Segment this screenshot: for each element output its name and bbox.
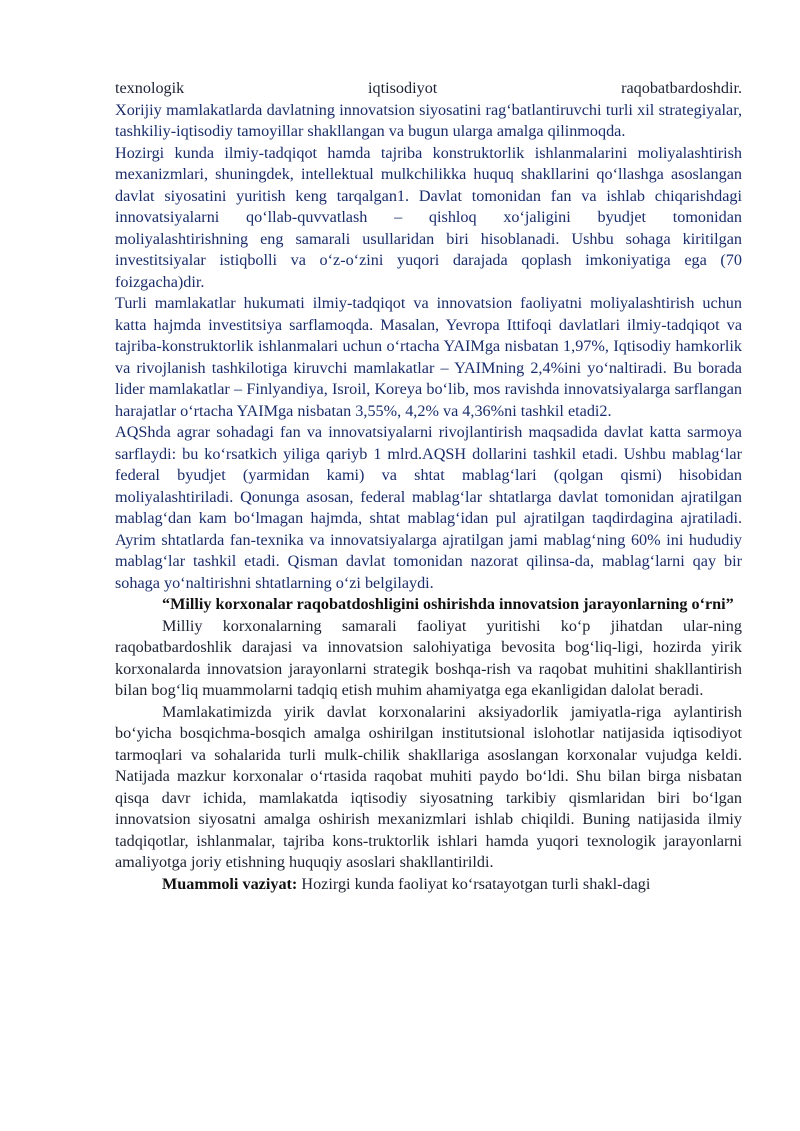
- paragraph-rd-financing: Hozirgi kunda ilmiy-tadqiqot hamda tajriba konstruktorlik ishlanmalarini moliyalashtirish mexanizmlari, shuningdek, intellektual mulkchilikka huquq shakllarini qo‘llashga asoslangan davlat siyosatini yuritish keng tarqalgan1. Davlat tomonidan fan va ishlab chiqarishdagi innovatsiyalarni qo‘llab-quvvatlash – qishloq xo‘jaligini byudjet tomonidan moliyalashtirishning eng samarali usullaridan biri hisoblanadi. Ushbu sohaga kiritilgan investitsiyalar istiqbolli va o‘z-o‘zini yuqori darajada qoplash imkoniyatiga ega (70 foizgacha)dir.: [115, 143, 742, 291]
- paragraph-national-enterprises: Milliy korxonalarning samarali faoliyat yuritishi ko‘p jihatdan ular-ning raqobatbardoshlik darajasi va innovatsion salohiyatiga bevosita bog‘liq-ligi, hozirda yirik korxonalarda innovatsion jarayonlarni strategik boshqa-rish va raqobat muhitini shakllantirish bilan bog‘liq muammolarni tadqiq etish muhim ahamiyatga ega ekanligidan dalolat beradi.: [115, 616, 742, 699]
- section-heading: “Milliy korxonalar raqobatdoshligini oshirishda innovatsion jarayonlarning o‘rni”: [162, 595, 734, 613]
- problem-situation-text: Hozirgi kunda faoliyat ko‘rsatayotgan turli shakl-dagi: [297, 874, 651, 893]
- paragraph-usa-agrarian: AQShda agrar sohadagi fan va innovatsiyalarni rivojlantirish maqsadida davlat katta sarmoya sarflaydi: bu ko‘rsatkich yiliga qariyb 1 mlrd.AQSH dollarini tashkil etadi. Ushbu mablag‘lar federal byudjet (yarmidan kami) va shtat mablag‘lari (qolgan qismi) hisobidan moliyalashtiriladi. Qonunga asosan, federal mablag‘lar shtatlarga davlat tomonidan ajratilgan mablag‘dan kam bo‘lmagan hajmda, shtat mablag‘idan pul ajratilgan taqdirdagina ajratiladi. Ayrim shtatlarda fan-texnika va innovatsiyalarga ajratilgan jami mablag‘ning 60% ini hududiy mablag‘lar tashkil etadi. Qisman davlat tomonidan nazorat qilinsa-da, mablag‘larni qay bir sohaga yo‘naltirishni shtatlarning o‘zi belgilaydi.: [115, 423, 742, 592]
- text-line-continuation: texnologik iqtisodiyot raqobatbardoshdir.: [115, 79, 742, 97]
- paragraph-institutional-reforms: Mamlakatimizda yirik davlat korxonalarini aksiyadorlik jamiyatla-riga aylantirish bo‘yicha bosqichma-bosqich amalga oshirilgan institutsional islohotlar natijasida iqtisodiyot tarmoqlari va sohalarida turli mulk-chilik shakllariga asoslangan korxonalar vujudga keldi. Natijada mazkur korxonalar o‘rtasida raqobat muhiti paydo bo‘ldi. Shu bilan birga nisbatan qisqa davr ichida, mamlakatda iqtisodiy siyosatning tarkibiy qismlaridan biri bo‘lgan innovatsion siyosatni amalga oshirish mexanizmlari ishlab chiqildi. Buning natijasida ilmiy tadqiqotlar, ishlanmalar, tajriba kons-truktorlik ishlari hamda yuqori texnologik jarayonlarni amaliyotga joriy etishning huquqiy asoslari shakllantirildi.: [115, 702, 742, 871]
- problem-situation-label: Muammoli vaziyat:: [162, 874, 298, 893]
- paragraph-foreign-strategies: Xorijiy mamlakatlarda davlatning innovatsion siyosatini rag‘batlantiruvchi turli xil strategiyalar, tashkiliy-iqtisodiy tamoyillar shakllangan va bugun ularga amalga qilinmoqda.: [115, 100, 742, 140]
- paragraph-government-investment: Turli mamlakatlar hukumati ilmiy-tadqiqot va innovatsion faoliyatni moliyalashtirish uchun katta hajmda investitsiya sarflamoqda. Masalan, Yevropa Ittifoqi davlatlari ilmiy-tadqiqot va tajriba-konstruktorlik ishlanmalari uchun o‘rtacha YAIMga nisbatan 1,97%, Iqtisodiy hamkorlik va rivojlanish tashkilotiga kiruvchi mamlakatlar – YAIMning 2,4%ini yo‘naltiradi. Bu borada lider mamlakatlar – Finlyandiya, Isroil, Koreya bo‘lib, mos ravishda innovatsiyalarga sarflangan harajatlar o‘rtacha YAIMga nisbatan 3,55%, 4,2% va 4,36%ni tashkil etadi2.: [115, 294, 742, 420]
- paragraph-problem-situation: [115, 874, 742, 896]
